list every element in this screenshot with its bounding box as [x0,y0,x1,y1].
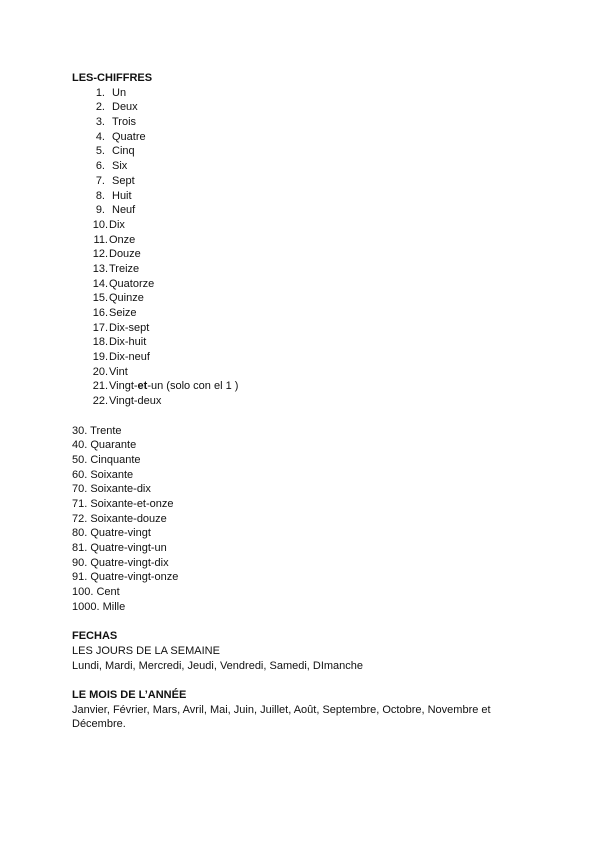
days-text: Lundi, Mardi, Mercredi, Jeudi, Vendredi, Samedi, DImanche [72,659,364,672]
fechas-heading: FECHAS [72,630,118,643]
list-item: 3. Trois [95,116,137,129]
tens-list [72,424,532,615]
list-item: 20. Vint [92,365,128,378]
list-item: 22. Vingt-deux [92,395,162,408]
list-item: 40. Quarante [72,439,137,452]
list-item: 71. Soixante-et-onze [72,497,174,510]
list-item: 21. Vingt-et-un (solo con el 1 ) [92,380,239,393]
list-item: 7. Sept [95,174,135,187]
list-item: 1. Un [95,86,127,99]
list-item: 5. Cinq [95,145,135,158]
list-item: 50. Cinquante [72,453,141,466]
list-item: 70. Soixante-dix [72,483,151,496]
list-item: 2. Deux [95,101,138,114]
list-item: 10. Dix [92,218,125,231]
list-item: 11. Onze [93,233,136,246]
list-item: 9. Neuf [95,204,136,217]
list-item: 6. Six [95,160,128,173]
list-item: 16. Seize [92,307,137,319]
numbers-list [72,86,532,409]
months-text: Janvier, Février, Mars, Avril, Mai, Juin, Juillet, Août, Septembre, Octobre, Novembre et Décembre. [72,703,491,731]
list-item: 13. Treize [92,262,140,275]
list-item: 72. Soixante-douze [72,512,167,525]
list-item: 90. Quatre-vingt-dix [72,556,169,569]
list-item: 12. Douze [92,248,141,261]
list-item: 18. Dix-huit [92,336,147,349]
mois-heading: LE MOIS DE L’ANNÉE [72,688,187,701]
list-item: 30. Trente [72,424,122,437]
chiffres-heading: LES-CHIFFRES [72,72,153,84]
list-item: 100. Cent [72,586,120,599]
list-item: 91. Quatre-vingt-onze [72,571,179,584]
list-item: 4. Quatre [95,130,146,143]
list-item: 1000. Mille [72,600,126,613]
list-item: 80. Quatre-vingt [72,527,151,540]
jours-subheading: LES JOURS DE LA SEMAINE [72,644,220,657]
list-item: 17. Dix-sept [92,321,150,334]
list-item: 8. Huit [95,189,132,202]
list-item: 60. Soixante [72,468,134,481]
list-item: 81. Quatre-vingt-un [72,542,167,554]
list-item: 14. Quatorze [92,277,155,290]
list-item: 19. Dix-neuf [92,351,150,364]
list-item: 15. Quinze [92,292,144,305]
document-page [72,71,532,732]
